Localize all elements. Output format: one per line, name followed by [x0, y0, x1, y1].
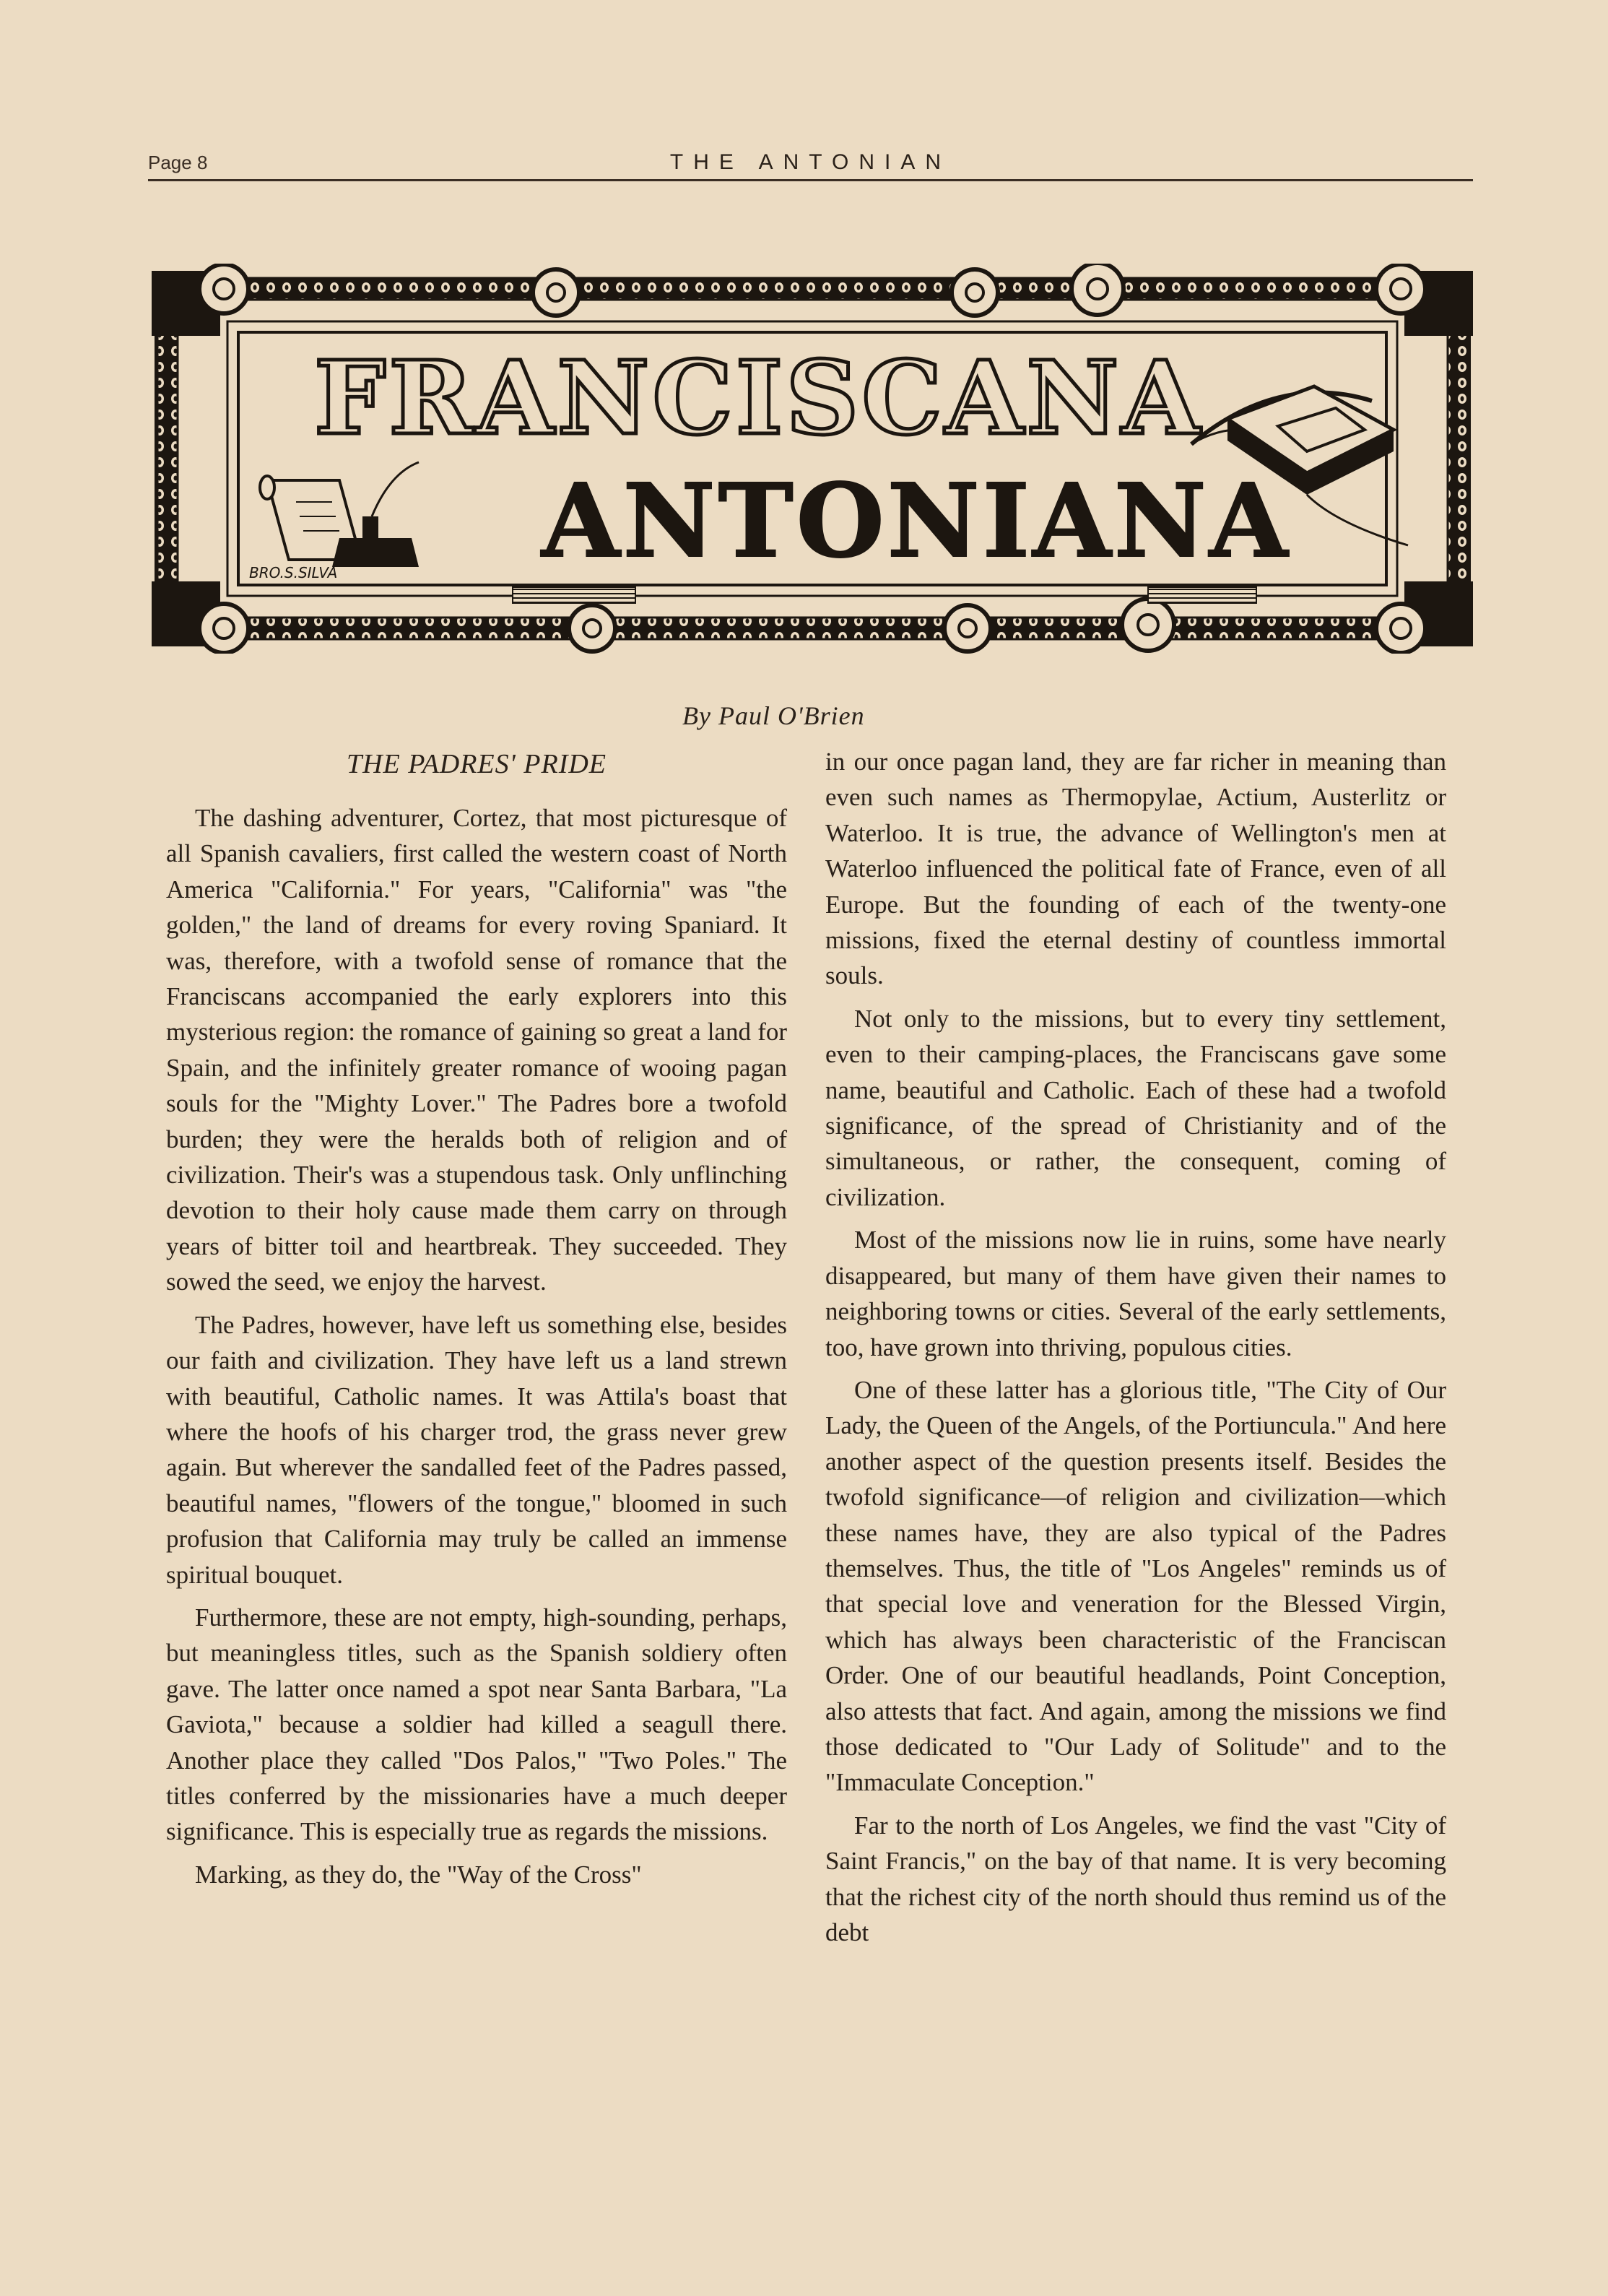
artist-signature: BRO.S.SILVA	[249, 564, 338, 581]
paragraph: One of these latter has a glorious title, "The City of Our Lady, the Queen of the Angels, of the Portiuncula." And here another aspect of the question presents itself. Besides the twofold significance—of religion and civilization—which these names have, they are also typical of the Padres themselves. Thus, the title of "Los Angeles" reminds us of that special love and veneration for the Blessed Virgin, which has always been characteristic of the Franciscan Order. One of our beautiful headlands, Point Conception, also attests that fact. And again, among the missions we find those dedicated to "Our Lady of Solitude" and to the "Immaculate Conception."	[825, 1375, 1446, 1797]
paragraph: Marking, as they do, the "Way of the Cross"	[195, 1860, 642, 1889]
running-head	[148, 150, 1473, 181]
right-column	[825, 744, 1446, 1957]
journal-name: THE ANTONIAN	[669, 150, 952, 174]
paragraph: Furthermore, these are not empty, high-sounding, perhaps, but meaningless titles, such as the Spanish soldiery often gave. The latter once named a spot near Santa Barbara, "La Gaviota," because a soldier had killed a seagull there. Another place they called "Dos Palos," "Two Poles." The titles conferred by the missionaries have a much deeper significance. This is especially true as regards the missions.	[166, 1603, 787, 1846]
byline: By Paul O'Brien	[682, 701, 865, 730]
paragraph: in our once pagan land, they are far richer in meaning than even such names as Thermopylae, Actium, Austerlitz or Waterloo. It is true, the advance of Wellington's men at Waterloo influenced the political fate of France, even of all Europe. But the founding of each of the twenty-one missions, fixed the eternal destiny of countless immortal souls.	[825, 748, 1446, 990]
paragraph: The Padres, however, have left us something else, besides our faith and civilization. They have left us a land strewn with beautiful, Catholic names. It was Attila's boast that where the hoofs of his charger trod, the grass never grew again. But wherever the sandalled feet of the Padres passed, beautiful names, "flowers of the tongue," bloomed in such profusion that California may truly be called an immense spiritual bouquet.	[166, 1310, 787, 1589]
paragraph: Not only to the missions, but to every tiny settlement, even to their camping-places, the Franciscans gave some name, beautiful and Catholic. Each of these had a twofold significance, of the spread of Christianity and of the simultaneous, or rather, the consequent, coming of civilization.	[825, 1004, 1446, 1211]
paragraph: Most of the missions now lie in ruins, some have nearly disappeared, but many of them have given their names to neighboring towns or cities. Several of the early settlements, too, have grown into thriving, populous cities.	[825, 1226, 1446, 1361]
page-number: Page 8	[148, 152, 208, 173]
left-column	[166, 744, 787, 1899]
paragraph: Far to the north of Los Angeles, we find the vast "City of Saint Francis," on the bay of that name. It is very becoming that the richest city of the north should thus remind us of the debt	[825, 1811, 1446, 1946]
article-title: THE PADRES' PRIDE	[346, 749, 607, 779]
paragraph: The dashing adventurer, Cortez, that most picturesque of all Spanish cavaliers, first called the western coast of North America "California." For years, "California" was "the golden," the land of dreams for every roving Spaniard. It was, therefore, with a twofold sense of romance that the Franciscans accompanied the early explorers into this mysterious region: the romance of gaining so great a land for Spain, and the infinitely greater romance of wooing pagan souls for the "Mighty Lover." The Padres bore a twofold burden; they were the heralds both of religion and of civilization. Their's was a stupendous task. Only unflinching devotion to their holy cause made them carry on through years of bitter toil and heartbreak. They succeeded. They sowed the seed, we enjoy the harvest.	[166, 804, 787, 1296]
title-banner	[152, 264, 1477, 654]
banner-line1: FRANCISCANA	[314, 339, 1203, 458]
banner-line2: ANTONIANA	[542, 462, 1291, 581]
